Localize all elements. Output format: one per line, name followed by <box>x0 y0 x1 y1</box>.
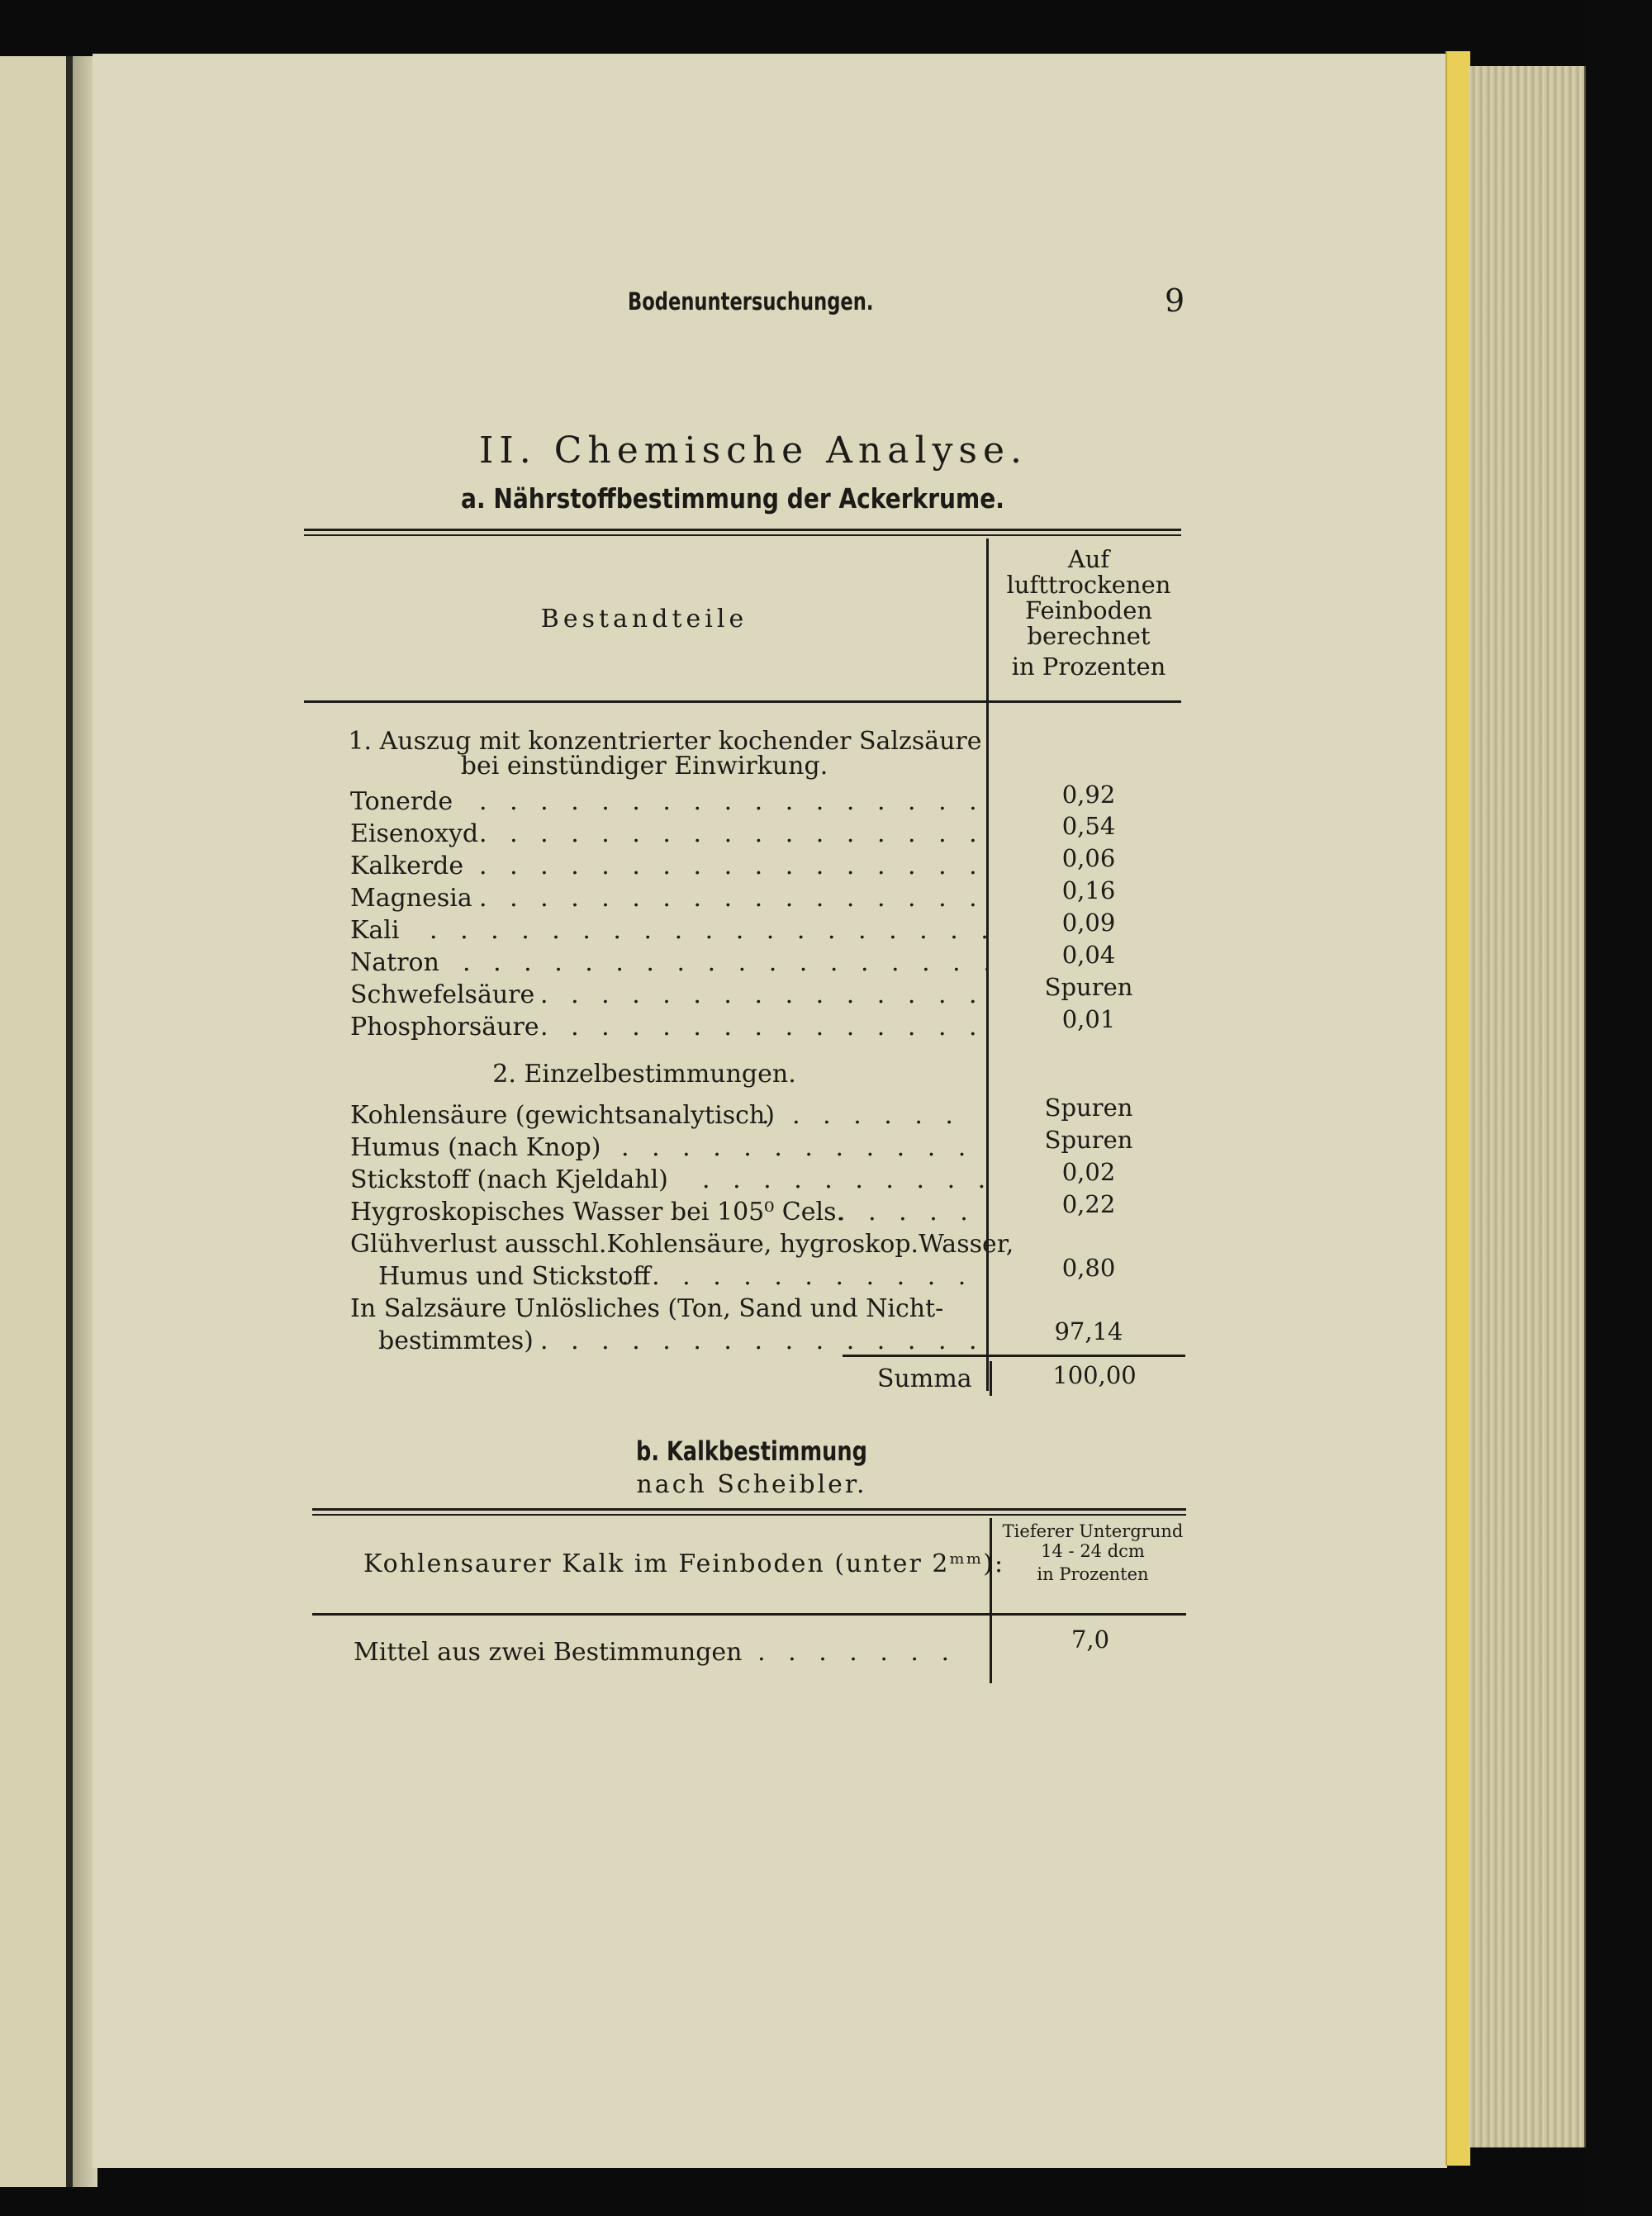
row-label-humus: Humus (nach Knop) <box>350 1133 601 1162</box>
row-label-kalkerde: Kalkerde <box>350 852 464 880</box>
page-number: 9 <box>1165 282 1185 319</box>
leader-dots: . . . . . . . . . . . . <box>621 1133 974 1162</box>
facing-page-edge <box>0 56 74 2187</box>
leader-dots: . . . . . . . . . . . . . . . <box>540 980 985 1009</box>
row-value-hygroskopisches-wasser: 0,22 <box>1061 1190 1116 1218</box>
leader-dots: . . . . . . . . . . <box>702 1165 994 1194</box>
row-value-kohlensaeure: Spuren <box>1044 1094 1133 1122</box>
row-label-tonerde: Tonerde <box>350 787 453 816</box>
subsection-b-subtitle: nach Scheibler. <box>636 1470 867 1499</box>
table-a-col-bestandteile: Bestandteile <box>540 605 748 633</box>
table-b-top-rule-thin <box>312 1514 1186 1516</box>
page-block-edges <box>1469 66 1587 2147</box>
leader-dots: . . . . . . . . <box>727 1638 957 1667</box>
book-binding <box>1586 0 1652 2216</box>
row-label-magnesia: Magnesia <box>350 884 472 913</box>
table-a-top-rule-thin <box>304 534 1181 536</box>
row-value-natron: 0,04 <box>1061 941 1116 969</box>
table-a-header-rule <box>304 700 1181 703</box>
row-value-humus: Spuren <box>1044 1126 1133 1154</box>
group1-title-line2: bei einstündiger Einwirkung. <box>460 752 828 781</box>
row-value-gluehverlust: 0,80 <box>1061 1254 1116 1282</box>
row-value-kalkerde: 0,06 <box>1061 844 1116 872</box>
table-a-col-prozent: Auf lufttrockenen Feinboden berechnet in Prozenten <box>1006 545 1171 681</box>
leader-dots: . . . . . . . . . . . . . . . . . . <box>463 948 999 977</box>
leader-dots: . . . . . . . . . . . . . . . <box>540 1013 985 1042</box>
summa-divider <box>990 1361 992 1396</box>
row-value-unloesliches: 97,14 <box>1054 1317 1123 1345</box>
leader-dots: . . . . . <box>838 1198 976 1227</box>
table-b-row-value: 7,0 <box>1070 1625 1110 1654</box>
page-edge-gilt <box>1446 51 1470 2166</box>
summa-label: Summa <box>877 1364 972 1393</box>
leader-dots: . . . . . . . <box>762 1101 961 1130</box>
group2-title: 2. Einzelbestimmungen. <box>492 1060 796 1089</box>
row-label-schwefelsaeure: Schwefelsäure <box>350 980 535 1009</box>
row-label-phosphorsaeure: Phosphorsäure <box>350 1013 539 1042</box>
leader-dots: . . . . . . . . . . . . . . . . . <box>479 884 985 913</box>
subsection-a-title: a. Nährstoffbestimmung der Ackerkrume. <box>461 482 1004 515</box>
section-title: II. Chemische Analyse. <box>479 429 1028 472</box>
leader-dots: . . . . . . . . . . . . . . . . . <box>479 819 985 848</box>
row-label-gluehverlust-line2: Humus und Stickstoff <box>378 1262 651 1291</box>
row-label-unloesliches-line1: In Salzsäure Unlösliches (Ton, Sand und Nicht- <box>350 1294 944 1323</box>
row-value-magnesia: 0,16 <box>1061 876 1116 904</box>
table-b-row-label: Mittel aus zwei Bestimmungen <box>354 1638 743 1667</box>
row-label-unloesliches-line2: bestimmtes) <box>378 1326 534 1355</box>
summa-value: 100,00 <box>1052 1361 1137 1389</box>
row-label-natron: Natron <box>350 948 439 977</box>
row-value-schwefelsaeure: Spuren <box>1044 973 1133 1001</box>
row-value-tonerde: 0,92 <box>1061 781 1116 809</box>
row-value-kali: 0,09 <box>1061 909 1116 937</box>
leader-dots: . . . . . . . . . . . . . . . . . <box>479 852 985 880</box>
table-a-top-rule <box>304 529 1181 531</box>
leader-dots: . . . . . . . . . . . . . . . <box>540 1326 985 1355</box>
table-b-col-right: Tieferer Untergrund 14 - 24 dcm in Prozenten <box>1002 1521 1184 1584</box>
table-b-header-rule <box>312 1613 1186 1616</box>
row-label-kohlensaeure: Kohlensäure (gewichtsanalytisch) <box>350 1101 775 1130</box>
row-label-stickstoff: Stickstoff (nach Kjeldahl) <box>350 1165 668 1194</box>
row-value-eisenoxyd: 0,54 <box>1061 812 1116 840</box>
row-value-stickstoff: 0,02 <box>1061 1158 1116 1186</box>
table-b-col-left: Kohlensaurer Kalk im Feinboden (unter 2ᵐᵐ): <box>363 1549 1005 1578</box>
row-label-gluehverlust-line1: Glühverlust ausschl.Kohlensäure, hygroskop.Wasser, <box>350 1230 1014 1259</box>
row-label-hygroskopisches-wasser: Hygroskopisches Wasser bei 105⁰ Cels. <box>350 1198 845 1227</box>
leader-dots: . . . . . . . . . . . . <box>621 1262 974 1291</box>
leader-dots: . . . . . . . . . . . . . . . . . . . <box>430 916 996 945</box>
subsection-b-title: b. Kalkbestimmung <box>636 1435 867 1467</box>
row-label-eisenoxyd: Eisenoxyd <box>350 819 479 848</box>
group1-title-line1: 1. Auszug mit konzentrierter kochender Salzsäure <box>348 727 982 756</box>
running-head: Bodenuntersuchungen. <box>628 287 874 316</box>
leader-dots: . . . . . . . . . . . . . . . . . <box>479 787 985 816</box>
row-label-kali: Kali <box>350 916 400 945</box>
table-b-top-rule <box>312 1508 1186 1511</box>
row-value-phosphorsaeure: 0,01 <box>1061 1005 1116 1033</box>
